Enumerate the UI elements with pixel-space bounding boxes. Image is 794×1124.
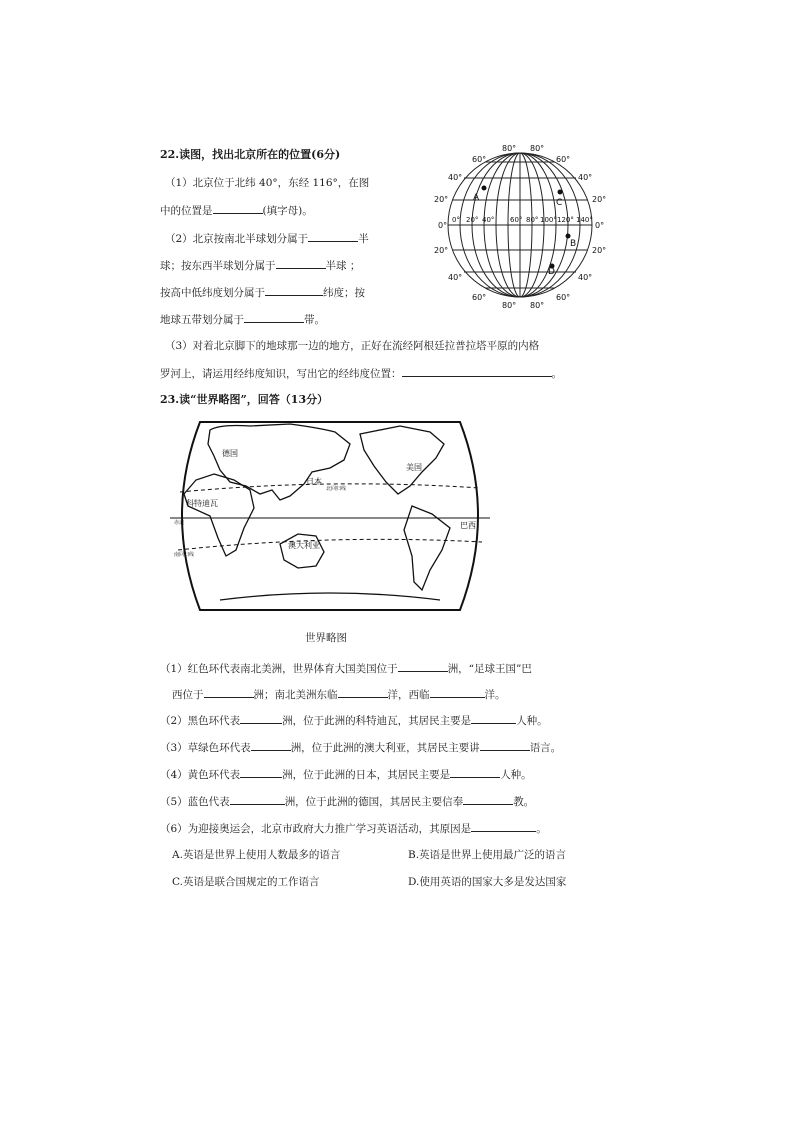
globe-label-bottom-right: 80° bbox=[530, 301, 545, 310]
q23-s5-text-a: （5）蓝色代表 bbox=[160, 796, 230, 808]
q22-p2-line4 bbox=[160, 311, 325, 327]
q23-s1-text-c: 西位于 bbox=[172, 689, 204, 701]
globe-eq-label-140: 140° bbox=[576, 216, 593, 224]
q23-option-c[interactable]: C.英语是联合国规定的工作语言 bbox=[172, 876, 320, 888]
q23-blank-west-ocean[interactable] bbox=[430, 686, 485, 698]
q22-p2-line3 bbox=[160, 284, 365, 300]
q23-s4-text-a: （4）黄色环代表 bbox=[160, 769, 241, 781]
globe-point-b-dot bbox=[566, 234, 571, 239]
globe-point-a: A bbox=[473, 193, 480, 203]
map-label-japan: 日本 bbox=[306, 477, 322, 486]
q23-blank-blue-continent[interactable] bbox=[230, 793, 285, 805]
globe-label-right-0: 0° bbox=[595, 221, 605, 230]
globe-label-left-20n: 20° bbox=[434, 195, 449, 204]
q22-p3-text-b: 罗河上，请运用经纬度知识，写出它的经纬度位置： bbox=[160, 368, 402, 380]
map-antarctica bbox=[220, 593, 440, 600]
q23-blank-germany-religion[interactable] bbox=[463, 793, 513, 805]
q22-blank-latitude[interactable] bbox=[265, 284, 323, 296]
q23-s6-text-a: （6）为迎接奥运会，北京市政府大力推广学习英语活动，其原因是 bbox=[160, 823, 472, 835]
q22-blank-ew-hemisphere[interactable] bbox=[276, 257, 326, 269]
globe-point-a-dot bbox=[482, 186, 487, 191]
q22-blank-antipode[interactable] bbox=[402, 365, 552, 377]
map-south-america bbox=[404, 506, 450, 590]
globe-label-right-20n: 20° bbox=[592, 195, 607, 204]
q22-p1-text-a: （1）北京位于北纬 40°，东经 116°，在图 bbox=[165, 177, 370, 189]
q22-p2-line1 bbox=[165, 230, 369, 246]
globe-label-left-20s: 20° bbox=[434, 246, 449, 255]
globe-svg bbox=[430, 140, 610, 310]
q23-blank-english-reason[interactable] bbox=[471, 820, 536, 832]
q23-s3-text-c: 语言。 bbox=[529, 742, 562, 754]
globe-label-right-40s: 40° bbox=[578, 273, 593, 282]
q23-s5-text-b: 洲，位于此洲的德国，其居民主要信奉 bbox=[284, 796, 464, 808]
q23-s4-text-c: 人种。 bbox=[500, 769, 532, 781]
q22-title: 22.读图，找出北京所在的位置(6分) bbox=[160, 148, 341, 161]
globe-label-top-right: 80° bbox=[530, 144, 545, 153]
q22-p1-line1 bbox=[165, 175, 369, 190]
globe-diagram bbox=[430, 140, 610, 310]
globe-label-right-60s: 60° bbox=[556, 293, 571, 302]
q22-p1-text-b: 中的位置是 bbox=[160, 205, 213, 217]
map-label-ivory-coast: 科特迪瓦 bbox=[186, 499, 218, 508]
q22-blank-ns-hemisphere[interactable] bbox=[308, 230, 358, 242]
q22-p2-text-g: 地球五带划分属于 bbox=[160, 314, 244, 326]
q22-blank-zone[interactable] bbox=[244, 311, 304, 323]
globe-label-bottom-left: 80° bbox=[502, 301, 517, 310]
globe-label-right-60n: 60° bbox=[556, 155, 571, 164]
q23-title: 23.读“世界略图”，回答（13分） bbox=[160, 393, 329, 406]
globe-label-left-60s: 60° bbox=[472, 293, 487, 302]
q23-s1-text-e: 洋，西临 bbox=[387, 689, 430, 701]
q23-s3-text-a: （3）草绿色环代表 bbox=[160, 742, 251, 754]
q23-s5 bbox=[160, 793, 534, 809]
q23-s6-text-b: 。 bbox=[536, 823, 547, 835]
q23-blank-brazil-continent[interactable] bbox=[204, 686, 254, 698]
map-label-usa: 美国 bbox=[406, 463, 422, 472]
q22-p2-text-f: 纬度；按 bbox=[323, 287, 365, 299]
globe-eq-label-60: 60° bbox=[510, 216, 523, 224]
globe-point-d: D bbox=[548, 267, 555, 277]
map-label-equator: 赤道 bbox=[174, 520, 185, 526]
q22-p2-text-c: 球；按东西半球划分属于 bbox=[160, 260, 276, 272]
globe-label-left-40s: 40° bbox=[448, 273, 463, 282]
globe-eq-label-0: 0° bbox=[452, 216, 460, 224]
q23-blank-green-continent[interactable] bbox=[251, 739, 291, 751]
globe-eq-label-40: 40° bbox=[482, 216, 495, 224]
q22-p2-text-h: 带。 bbox=[304, 314, 325, 326]
map-label-germany: 德国 bbox=[222, 449, 238, 458]
q23-s2 bbox=[160, 712, 548, 728]
world-map bbox=[160, 410, 500, 620]
q22-p2-line2 bbox=[160, 257, 360, 273]
q22-p2-text-e: 按高中低纬度划分属于 bbox=[160, 287, 265, 299]
map-caption: 世界略图 bbox=[305, 632, 347, 644]
q23-s2-text-c: 人种。 bbox=[516, 715, 548, 727]
q23-s1-line2 bbox=[172, 686, 506, 702]
world-map-svg bbox=[160, 410, 500, 620]
globe-label-right-20s: 20° bbox=[592, 246, 607, 255]
globe-eq-label-120: 120° bbox=[557, 216, 574, 224]
q22-blank-position[interactable] bbox=[213, 202, 263, 214]
q22-p3-text-c: 。 bbox=[551, 368, 562, 380]
globe-point-c-dot bbox=[558, 190, 563, 195]
globe-label-left-60n: 60° bbox=[472, 155, 487, 164]
globe-point-c: C bbox=[556, 198, 563, 208]
q23-blank-australia-language[interactable] bbox=[480, 739, 530, 751]
globe-eq-label-80: 80° bbox=[526, 216, 539, 224]
q23-s2-text-a: （2）黑色环代表 bbox=[160, 715, 241, 727]
globe-eq-label-100: 100° bbox=[540, 216, 557, 224]
q23-s1-line1 bbox=[160, 660, 532, 676]
q23-s1-text-d: 洲；南北美洲东临 bbox=[253, 689, 338, 701]
q23-s3-text-b: 洲，位于此洲的澳大利亚，其居民主要讲 bbox=[290, 742, 480, 754]
q23-blank-japan-race[interactable] bbox=[450, 766, 500, 778]
globe-label-left-0: 0° bbox=[438, 221, 448, 230]
globe-label-left-40n: 40° bbox=[448, 173, 463, 182]
q23-blank-east-ocean[interactable] bbox=[338, 686, 388, 698]
map-label-tropic-capricorn: 南回归线 bbox=[174, 552, 195, 558]
q23-option-b[interactable]: B.英语是世界上使用最广泛的语言 bbox=[408, 849, 567, 861]
q23-s6 bbox=[160, 820, 547, 836]
map-label-brazil: 巴西 bbox=[460, 521, 476, 530]
q23-option-d[interactable]: D.使用英语的国家大多是发达国家 bbox=[408, 876, 567, 888]
q23-blank-black-continent[interactable] bbox=[240, 712, 282, 724]
q23-blank-usa-continent[interactable] bbox=[398, 660, 448, 672]
q22-p3-line2 bbox=[160, 365, 562, 381]
q23-blank-yellow-continent[interactable] bbox=[240, 766, 282, 778]
q23-option-a[interactable]: A.英语是世界上使用人数最多的语言 bbox=[172, 849, 341, 861]
q23-s3 bbox=[160, 739, 561, 755]
map-label-tropic-cancer: 北回归线 bbox=[326, 486, 347, 492]
q22-p1-line2 bbox=[160, 202, 313, 218]
globe-label-right-40n: 40° bbox=[578, 173, 593, 182]
q22-p2-text-b: 半 bbox=[358, 233, 369, 245]
globe-point-b: B bbox=[570, 239, 577, 249]
map-label-australia: 澳大利亚 bbox=[288, 541, 320, 550]
q23-s4 bbox=[160, 766, 532, 782]
map-africa bbox=[184, 474, 254, 556]
q23-s1-text-f: 洋。 bbox=[484, 689, 506, 701]
globe-label-top-left: 80° bbox=[502, 144, 517, 153]
map-tropic-capricorn-line bbox=[178, 539, 482, 550]
q23-s2-text-b: 洲，位于此洲的科特迪瓦，其居民主要是 bbox=[282, 715, 472, 727]
q22-p1-text-c: (填字母)。 bbox=[262, 205, 313, 217]
q23-s1-text-a: （1）红色环代表南北美洲，世界体育大国美国位于 bbox=[160, 663, 398, 675]
q22-p2-text-a: （2）北京按南北半球划分属于 bbox=[165, 233, 309, 245]
globe-eq-label-20: 20° bbox=[466, 216, 479, 224]
q23-s5-text-c: 教。 bbox=[513, 796, 535, 808]
q22-p2-text-d: 半球 ； bbox=[325, 260, 361, 272]
q23-blank-ivory-race[interactable] bbox=[471, 712, 516, 724]
map-australia bbox=[280, 534, 324, 568]
q23-s4-text-b: 洲，位于此洲的日本，其居民主要是 bbox=[282, 769, 451, 781]
q23-s1-text-b: 洲，“足球王国”巴 bbox=[447, 663, 532, 675]
q22-p3-line1: （3）对着北京脚下的地球那一边的地方，正好在流经阿根廷拉普拉塔平原的内格 bbox=[165, 340, 540, 352]
